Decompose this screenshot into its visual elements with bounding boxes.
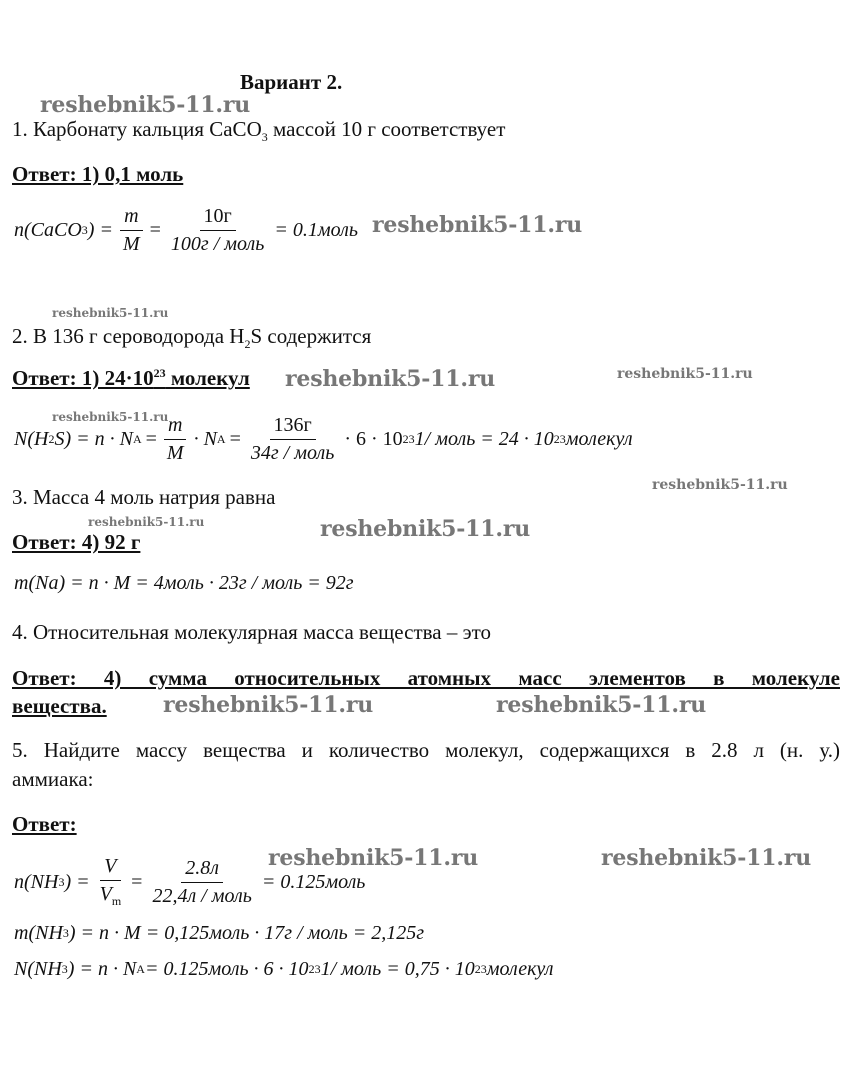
watermark: reshebnik5-11.ru: [652, 477, 788, 493]
answer-4-line-2: вещества.: [12, 694, 107, 718]
formula-3: m(Na) = n · M = 4моль · 23г / моль = 92г: [14, 572, 354, 594]
watermark: reshebnik5-11.ru: [617, 366, 753, 382]
watermark: reshebnik5-11.ru: [268, 845, 479, 871]
formula-5-2: m(NH 3 ) = n · M = 0,125моль · 17г / моль = 2,125г: [14, 922, 425, 944]
answer-2: Ответ: 1) $24\cdot 10^{23}$ молекул: [12, 366, 250, 390]
watermark: reshebnik5-11.ru: [52, 410, 169, 424]
answer-5: Ответ:: [12, 812, 77, 836]
page-title: Вариант 2.: [240, 70, 343, 94]
question-2: 2. В 136 г сероводорода $H_2S$ содержится: [12, 324, 372, 352]
answer-4-line-1: Ответ: 4) сумма относительных атомных масс элементов в молекуле: [12, 666, 840, 690]
answer-1: Ответ: 1) 0,1 моль: [12, 162, 184, 186]
formula-5-1: n(NH 3 ) = $\frac{V}{V_m}$ = $\frac{2.8л}{\text{22,4л / моль}}$ = 0.125моль: [14, 855, 366, 908]
formula-5-3: N(NH 3 ) = n · N A = 0.125моль · 6 · 10 23 1/ моль = 0,75 · 10 23 молекул: [14, 958, 554, 980]
watermark: reshebnik5-11.ru: [52, 306, 169, 320]
watermark: reshebnik5-11.ru: [601, 845, 812, 871]
question-5-line-1: 5. Найдите массу вещества и количество молекул, содержащихся в 2.8 л (н. у.): [12, 738, 840, 762]
watermark: reshebnik5-11.ru: [88, 515, 205, 529]
watermark: reshebnik5-11.ru: [320, 516, 531, 542]
question-1: 1. Карбонату кальция CaCO$_3$ массой 10 г соответствует: [12, 117, 506, 145]
watermark: reshebnik5-11.ru: [40, 92, 251, 118]
formula-2: N(H 2 S) = n · N A = $\frac{m}{M}$ · N A = $\frac{136г}{\text{34г / моль}}$ · 6 · 10 23 1/ моль = 24 · 10 23 молекул: [14, 414, 633, 464]
question-3: 3. Масса 4 моль натрия равна: [12, 485, 276, 509]
answer-3: Ответ: 4) 92 г: [12, 530, 141, 554]
watermark: reshebnik5-11.ru: [496, 692, 707, 718]
watermark: reshebnik5-11.ru: [163, 692, 374, 718]
question-4: 4. Относительная молекулярная масса вещества – это: [12, 620, 492, 644]
formula-1: n(CaCO 3 ) = $\frac{m}{M}$ = $\frac{10г}{\text{100г / моль}}$ = 0.1моль: [14, 205, 358, 255]
question-5-line-2: аммиака:: [12, 767, 94, 791]
watermark: reshebnik5-11.ru: [285, 366, 496, 392]
watermark: reshebnik5-11.ru: [372, 212, 583, 238]
